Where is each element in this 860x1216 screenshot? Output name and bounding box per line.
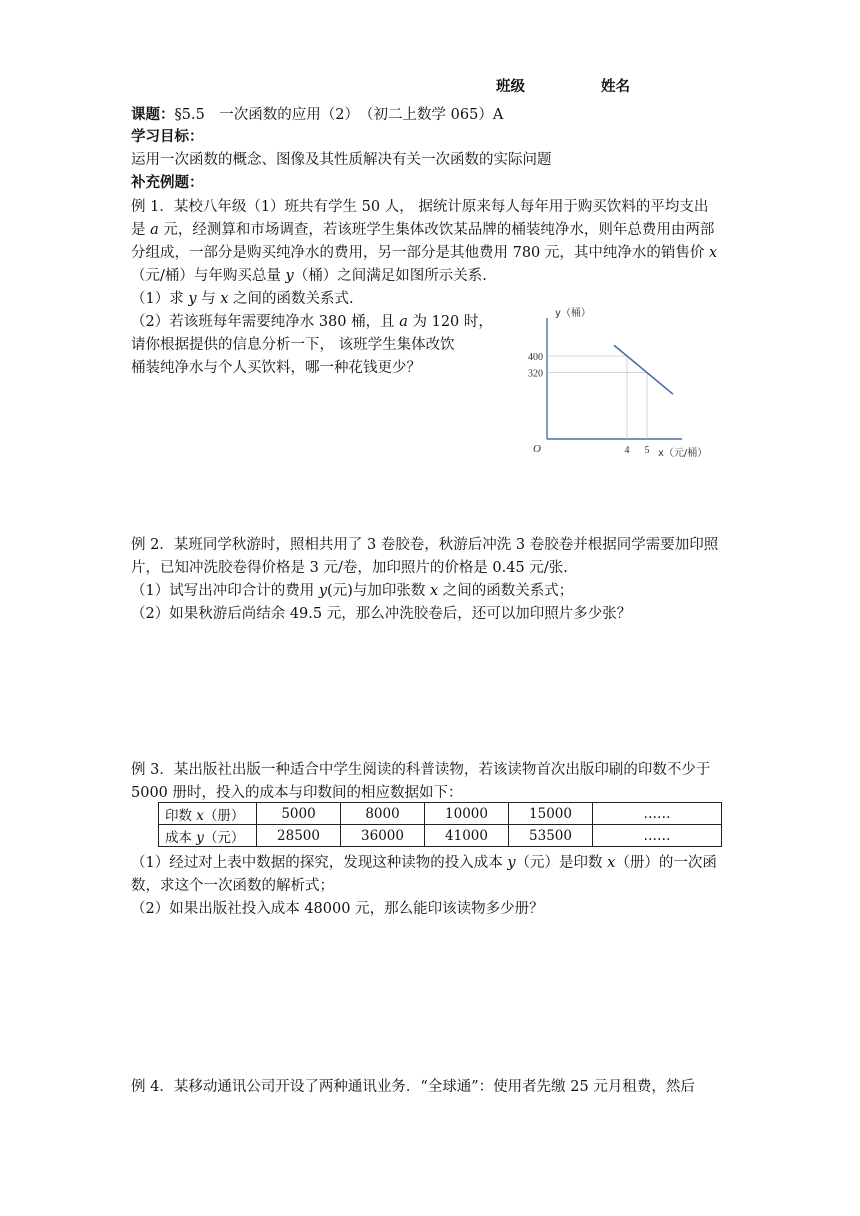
example1-line3: 分组成，一部分是购买纯净水的费用，另一部分是其他费用 780 元，其中纯净水的销售价 x xyxy=(131,245,718,261)
origin-label: O xyxy=(533,443,541,455)
table-header-cost: 成本 y（元） xyxy=(159,825,257,847)
table-cell: 5000 xyxy=(257,803,341,825)
title-label: 课题： xyxy=(131,106,175,123)
table-cell: 53500 xyxy=(509,825,593,847)
y-axis-label: y（桶） xyxy=(555,308,591,319)
x-tick-label: 5 xyxy=(644,445,650,456)
table-cell: …… xyxy=(593,803,722,825)
example3-question2: （2）如果出版社投入成本 48000 元，那么能印该读物多少册？ xyxy=(131,901,544,917)
title-text: §5.5 一次函数的应用（2） （初二上数学 065）A xyxy=(174,107,504,123)
example1-line1: 例 1．某校八年级（1）班共有学生 50 人， 据统计原来每人每年用于购买饮料的平均支出 xyxy=(131,199,709,215)
example1-question2-line3: 桶装纯净水与个人买饮料，哪一种花钱更少？ xyxy=(131,360,421,376)
example3-line1: 例 3．某出版社出版一种适合中学生阅读的科普读物，若该读物首次出版印刷的印数不少于 xyxy=(131,762,711,778)
example3-question1-line2: 数，求这个一次函数的解析式； xyxy=(131,878,334,894)
table-row xyxy=(159,803,722,825)
table-cell: 8000 xyxy=(341,803,425,825)
example4-line1: 例 4．某移动通讯公司开设了两种通讯业务．“全球通”：使用者先缴 25 元月租费，然后 xyxy=(131,1079,695,1095)
series-line xyxy=(614,345,673,394)
example1-line4: （元/桶）与年购买总量 y（桶）之间满足如图所示关系. xyxy=(131,268,487,284)
x-axis-label: x（元/桶） xyxy=(658,448,708,459)
table-header-prints: 印数 x（册） xyxy=(159,803,257,825)
table-cell: 36000 xyxy=(341,825,425,847)
example1-question2-line2: 请你根据提供的信息分析一下， 该班学生集体改饮 xyxy=(131,337,455,353)
objective-text: 运用一次函数的概念、图像及其性质解决有关一次函数的实际问题 xyxy=(131,152,552,168)
y-tick-label: 400 xyxy=(528,352,543,363)
class-label: 班级 xyxy=(496,78,525,95)
table-cell: 10000 xyxy=(425,803,509,825)
example3-line2: 5000 册时，投入的成本与印数间的相应数据如下： xyxy=(131,785,463,801)
objective-heading: 学习目标： xyxy=(131,128,204,145)
example1-question1: （1）求 y 与 x 之间的函数关系式. xyxy=(131,291,354,307)
example1-line2: 是 a 元，经测算和市场调查，若该班学生集体改饮某品牌的桶装纯净水，则年总费用由两部 xyxy=(131,222,715,238)
example1-graph xyxy=(520,300,730,470)
example3-data-table xyxy=(158,802,722,847)
table-cell: 41000 xyxy=(425,825,509,847)
example1-question2: （2）若该班每年需要纯净水 380 桶，且 a 为 120 时， xyxy=(131,314,493,330)
table-cell: 15000 xyxy=(509,803,593,825)
example2-line1: 例 2．某班同学秋游时，照相共用了 3 卷胶卷，秋游后冲洗 3 卷胶卷并根据同学需要加印照 xyxy=(131,537,719,553)
table-cell: 28500 xyxy=(257,825,341,847)
y-tick-label: 320 xyxy=(528,368,543,380)
example3-question1: （1）经过对上表中数据的探究，发现这种读物的投入成本 y（元）是印数 x（册）的一次函 xyxy=(131,855,717,871)
table-cell: …… xyxy=(593,825,722,847)
lesson-title xyxy=(131,105,503,125)
example2-question1: （1）试写出冲印合计的费用 y(元)与加印张数 x 之间的函数关系式； xyxy=(131,583,574,599)
example2-question2: （2）如果秋游后尚结余 49.5 元，那么冲洗胶卷后，还可以加印照片多少张？ xyxy=(131,606,632,622)
supplement-heading: 补充例题： xyxy=(131,174,204,191)
x-tick-label: 4 xyxy=(624,445,630,456)
table-row xyxy=(159,825,722,847)
name-label: 姓名 xyxy=(601,78,630,95)
example2-line2: 片，已知冲洗胶卷得价格是 3 元/卷，加印照片的价格是 0.45 元/张. xyxy=(131,560,568,576)
